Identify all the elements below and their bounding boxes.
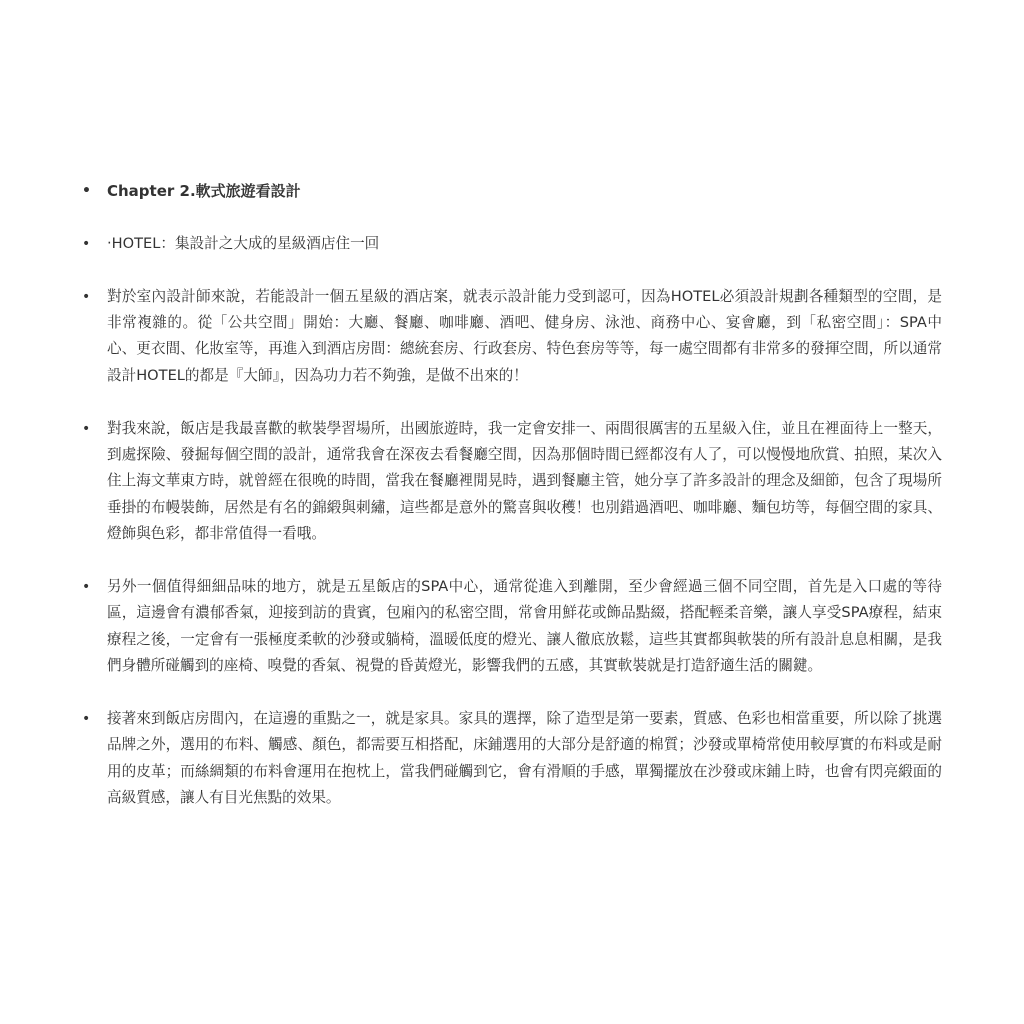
article-body (82, 178, 942, 838)
paragraph-text: 另外一個值得細細品味的地方，就是五星飯店的SPA中心，通常從進入到離開，至少會經過三個不同空間，首先是入口處的等待區，這邊會有濃郁香氣，迎接到訪的貴賓，包廂內的私密空間，常會用鮮花或飾品點綴，搭配輕柔音樂，讓人享受SPA療程，結束療程之後，一定會有一張極度柔軟的沙發或躺椅，溫暖低度的燈光、讓人徹底放鬆，這些其實都與軟裝的所有設計息息相關，是我們身體所碰觸到的座椅、嗅覺的香氣、視覺的昏黃燈光，影響我們的五感，其實軟裝就是打造舒適生活的關鍵。 (107, 578, 942, 675)
chapter-title-text: Chapter 2.軟式旅遊看設計 (107, 182, 301, 200)
paragraph-text: 對於室內設計師來說，若能設計一個五星級的酒店案，就表示設計能力受到認可，因為HOTEL必須設計規劃各種類型的空間，是非常複雜的。從「公共空間」開始：大廳、餐廳、咖啡廳、酒吧、健身房、泳池、商務中心、宴會廳，到「私密空間」：SPA中心、更衣間、化妝室等，再進入到酒店房間：總統套房、行政套房、特色套房等等，每一處空間都有非常多的發揮空間，所以通常設計HOTEL的都是『大師』，因為功力若不夠強，是做不出來的！ (107, 287, 942, 384)
subtitle (82, 231, 942, 257)
paragraph (82, 706, 942, 812)
bullet-icon: • (82, 711, 91, 728)
bullet-icon: • (82, 579, 91, 596)
paragraph (82, 284, 942, 390)
bullet-icon: • (82, 288, 91, 305)
paragraph-text: 接著來到飯店房間內，在這邊的重點之一，就是家具。家具的選擇，除了造型是第一要素，質感、色彩也相當重要，所以除了挑選品牌之外，選用的布料、觸感、顏色，都需要互相搭配，床鋪選用的大部分是舒適的棉質；沙發或單椅常使用較厚實的布料或是耐用的皮革；而絲綢類的布料會運用在抱枕上，當我們碰觸到它，會有滑順的手感，單獨擺放在沙發或床鋪上時，也會有閃亮緞面的高級質感，讓人有目光焦點的效果。 (107, 710, 942, 807)
bullet-icon: • (82, 420, 91, 437)
subtitle-text: ‧HOTEL：集設計之大成的星級酒店住一回 (107, 234, 380, 252)
paragraph (82, 574, 942, 680)
bullet-icon: • (82, 183, 91, 199)
chapter-title (82, 178, 942, 204)
paragraph-text: 對我來說，飯店是我最喜歡的軟裝學習場所，出國旅遊時，我一定會安排一、兩間很厲害的五星級入住，並且在裡面待上一整天，到處探險、發掘每個空間的設計，通常我會在深夜去看餐廳空間，因為那個時間已經都沒有人了，可以慢慢地欣賞、拍照，某次入住上海文華東方時，就曾經在很晚的時間，當我在餐廳裡閒晃時，遇到餐廳主管，她分享了許多設計的理念及細節，包含了現場所垂掛的布幔裝飾，居然是有名的錦緞與刺繡，這些都是意外的驚喜與收穫！也別錯過酒吧、咖啡廳、麵包坊等，每個空間的家具、燈飾與色彩，都非常值得一看哦。 (107, 419, 942, 543)
paragraph (82, 416, 942, 548)
bullet-icon: • (82, 235, 91, 252)
